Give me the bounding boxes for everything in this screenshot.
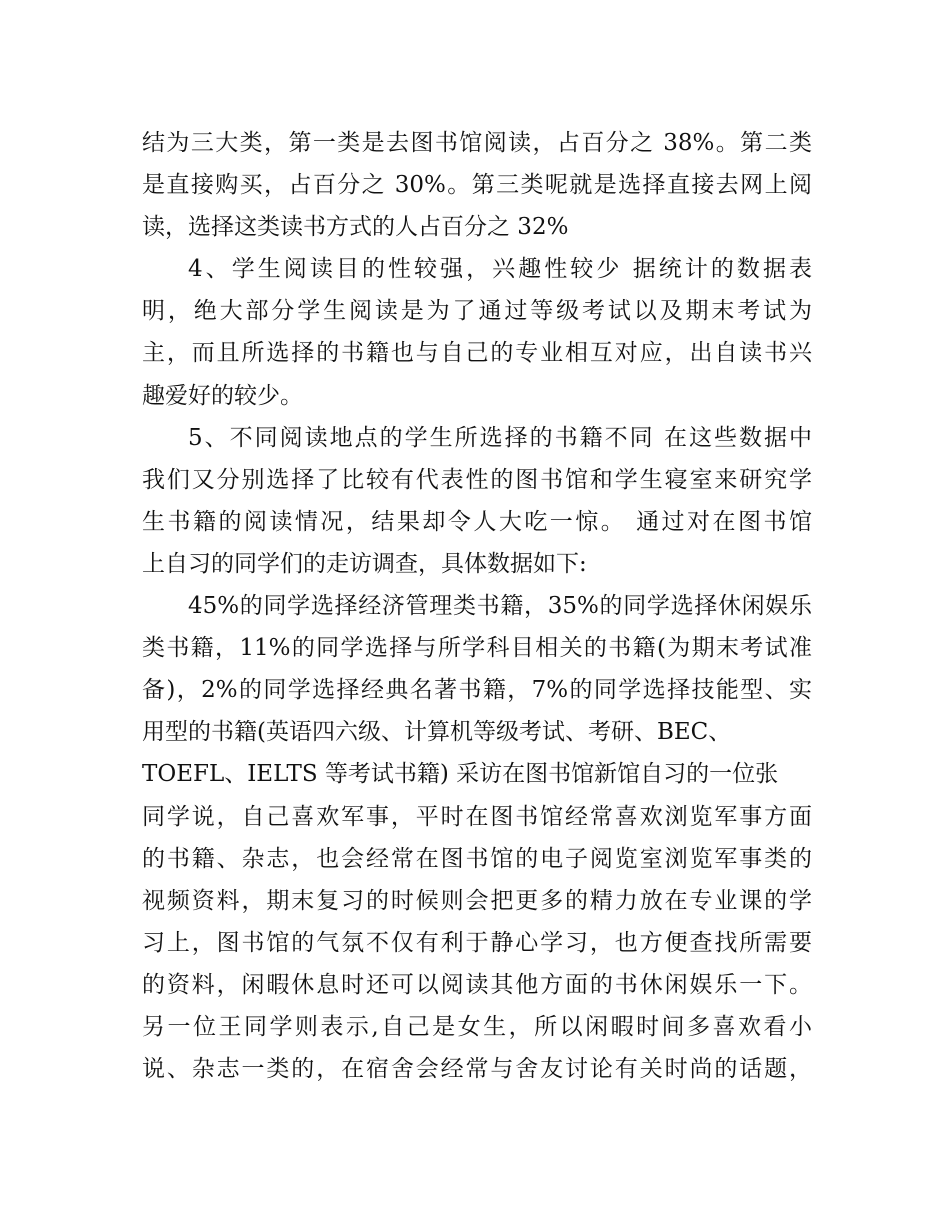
text-line: 4、学生阅读目的性较强，兴趣性较少 据统计的数据表: [188, 256, 812, 283]
text-line: 另一位王同学则表示,自己是女生，所以闲暇时间多喜欢看小: [142, 1013, 812, 1040]
text-line: 生书籍的阅读情况，结果却令人大吃一惊。 通过对在图书馆: [142, 508, 812, 535]
text-line: 用型的书籍(英语四六级、计算机等级考试、考研、BEC、: [142, 719, 732, 746]
text-line: 是直接购买，占百分之 30%。第三类呢就是选择直接去网上阅: [142, 172, 812, 199]
text-line: 说、杂志一类的，在宿舍会经常与舍友讨论有关时尚的话题，: [142, 1056, 812, 1083]
text-line: 明，绝大部分学生阅读是为了通过等级考试以及期末考试为: [142, 298, 812, 325]
text-line: 视频资料，期末复习的时候则会把更多的精力放在专业课的学: [142, 887, 812, 914]
text-line: 备)，2%的同学选择经典名著书籍，7%的同学选择技能型、实: [142, 677, 812, 704]
text-line: 我们又分别选择了比较有代表性的图书馆和学生寝室来研究学: [142, 466, 812, 493]
text-line: 的资料，闲暇休息时还可以阅读其他方面的书休闲娱乐一下。: [142, 971, 812, 998]
text-line: 的书籍、杂志，也会经常在图书馆的电子阅览室浏览军事类的: [142, 845, 812, 872]
text-line: 45%的同学选择经济管理类书籍，35%的同学选择休闲娱乐: [188, 593, 812, 620]
body-text: [142, 122, 812, 1090]
text-line: 习上，图书馆的气氛不仅有利于静心学习，也方便查找所需要: [142, 929, 812, 956]
text-line: 主，而且所选择的书籍也与自己的专业相互对应，出自读书兴: [142, 340, 812, 367]
text-line: 5、不同阅读地点的学生所选择的书籍不同 在这些数据中: [188, 424, 812, 451]
text-line: 类书籍，11%的同学选择与所学科目相关的书籍(为期末考试准: [142, 635, 812, 662]
text-line: 读，选择这类读书方式的人占百分之 32%: [142, 214, 569, 241]
text-line: 趣爱好的较少。: [142, 382, 303, 409]
text-line: 结为三大类，第一类是去图书馆阅读，占百分之 38%。第二类: [142, 130, 812, 156]
text-line: 同学说，自己喜欢军事，平时在图书馆经常喜欢浏览军事方面: [142, 803, 812, 830]
text-line: TOEFL、IELTS 等考试书籍) 采访在图书馆新馆自习的一位张: [142, 761, 779, 788]
text-line: 上自习的同学们的走访调查，具体数据如下:: [142, 550, 587, 577]
